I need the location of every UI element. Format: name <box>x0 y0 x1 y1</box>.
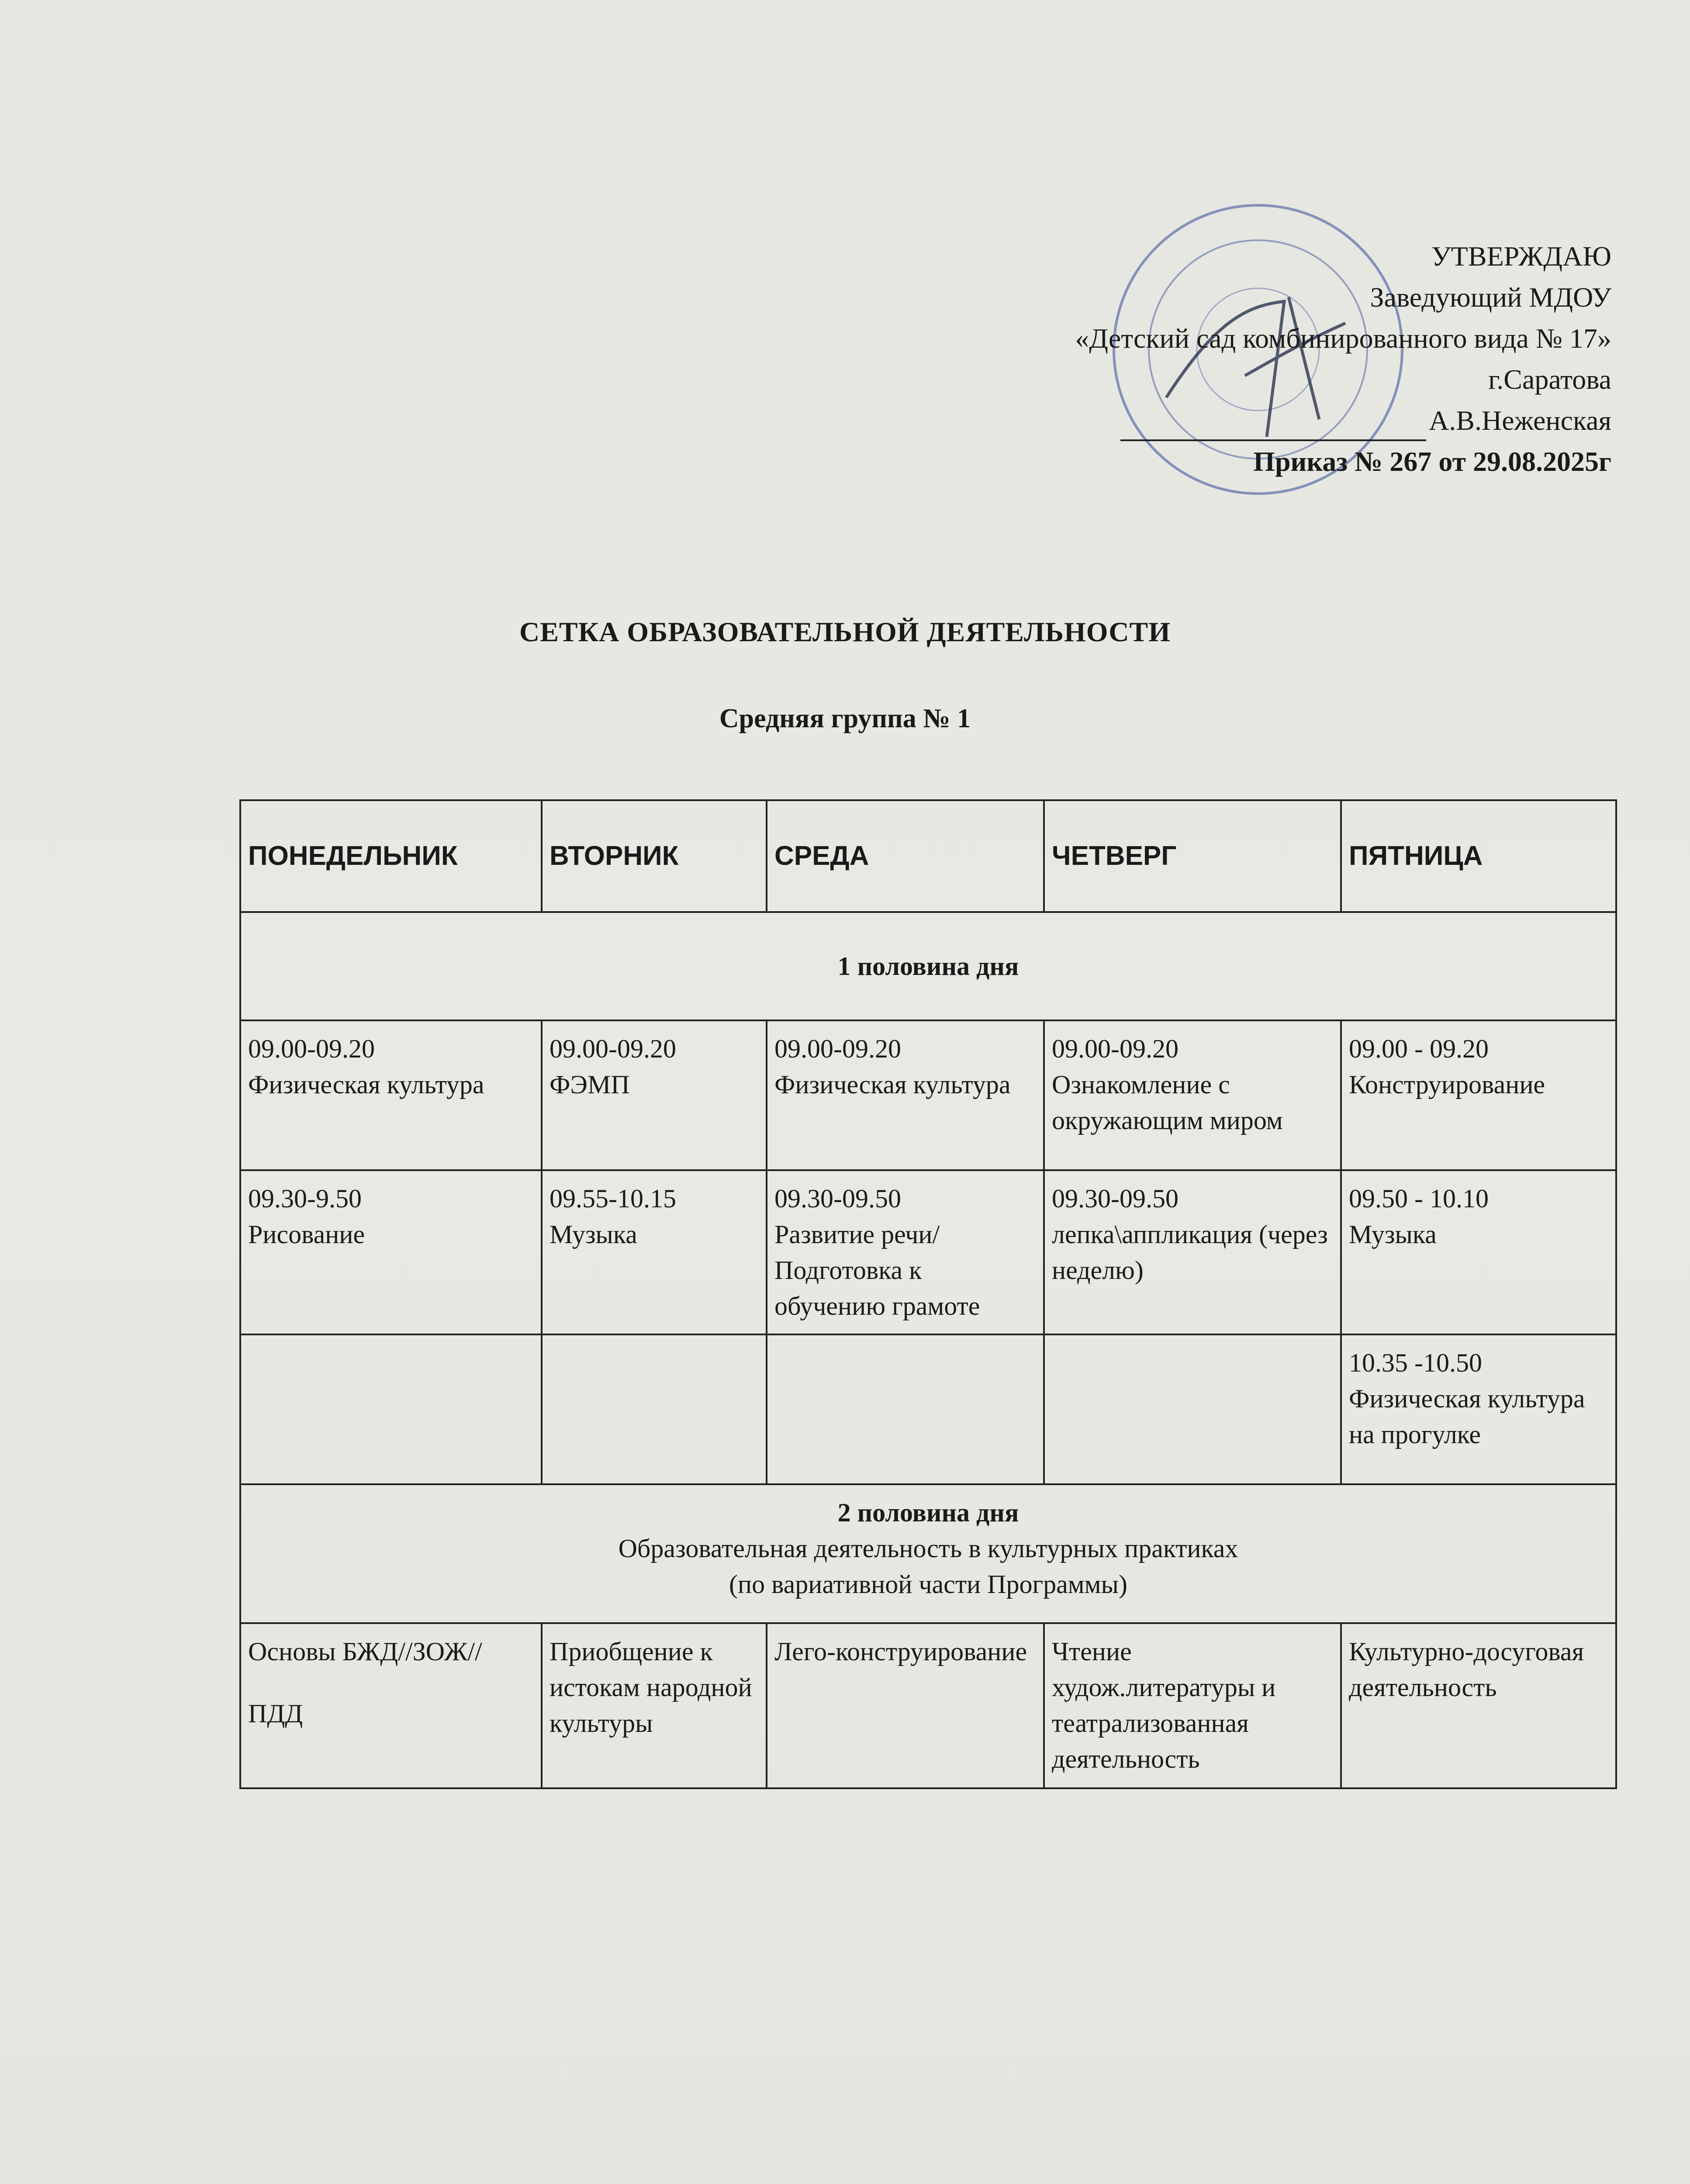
cell-subject: Культурно-досуговая деятельность <box>1349 1637 1584 1702</box>
table-cell <box>240 1170 542 1334</box>
cell-time: 09.30-09.50 <box>774 1184 901 1213</box>
cell-subject: Приобщение к истокам народной культуры <box>550 1637 752 1738</box>
approval-city: г.Саратова <box>1488 364 1611 395</box>
table-row <box>240 1334 1616 1484</box>
approval-block <box>912 236 1611 482</box>
cell-subject: Музыка <box>550 1220 637 1249</box>
cell-time: 09.00-09.20 <box>550 1034 676 1063</box>
cell-time: 09.30-09.50 <box>1052 1184 1179 1213</box>
table-row <box>240 1623 1616 1788</box>
table-cell-empty <box>767 1334 1044 1484</box>
cell-subject: Ознакомление с окружающим миром <box>1052 1070 1283 1135</box>
cell-time: 09.55-10.15 <box>550 1184 676 1213</box>
cell-subject: Чтение худож.литературы и театрализованная деятельность <box>1052 1637 1276 1773</box>
table-cell <box>1341 1334 1616 1484</box>
signature-line <box>1120 409 1426 441</box>
cell-time: 09.30-9.50 <box>248 1184 362 1213</box>
section-second-half-label: 2 половина дня <box>837 1498 1019 1527</box>
approval-head-name: А.В.Неженская <box>1429 405 1611 436</box>
cell-time: 09.00-09.20 <box>774 1034 901 1063</box>
table-cell <box>767 1623 1044 1788</box>
cell-subject: Рисование <box>248 1220 365 1249</box>
approval-signature-row <box>912 400 1611 441</box>
table-cell <box>1341 1170 1616 1334</box>
table-cell <box>1341 1020 1616 1170</box>
cell-time: 09.00 - 09.20 <box>1349 1034 1489 1063</box>
page-title: СЕТКА ОБРАЗОВАТЕЛЬНОЙ ДЕЯТЕЛЬНОСТИ <box>519 616 1171 647</box>
cell-subject: ФЭМП <box>550 1070 630 1099</box>
cell-subject: лепка\аппликация (через неделю) <box>1052 1220 1328 1285</box>
cell-time: 09.00-09.20 <box>248 1034 375 1063</box>
header-tuesday: ВТОРНИК <box>542 800 767 912</box>
approval-order: Приказ № 267 от 29.08.2025г <box>1253 446 1611 477</box>
section-second-half-note: (по вариативной части Программы) <box>729 1570 1127 1599</box>
table-cell <box>542 1623 767 1788</box>
table-cell <box>1044 1020 1341 1170</box>
cell-subject: Лего-конструирование <box>774 1637 1027 1666</box>
table-cell-empty <box>542 1334 767 1484</box>
cell-subject: Физическая культура на прогулке <box>1349 1384 1585 1449</box>
table-cell <box>1044 1623 1341 1788</box>
cell-subject: ПДД <box>248 1699 303 1728</box>
table-cell-empty <box>1044 1334 1341 1484</box>
table-cell <box>1341 1623 1616 1788</box>
cell-subject: Основы БЖД//ЗОЖ// <box>248 1637 482 1666</box>
table-cell <box>542 1170 767 1334</box>
section-first-half <box>240 912 1616 1020</box>
header-monday: ПОНЕДЕЛЬНИК <box>240 800 542 912</box>
cell-subject: Конструирование <box>1349 1070 1545 1099</box>
table-row <box>240 1020 1616 1170</box>
cell-time: 10.35 -10.50 <box>1349 1348 1482 1377</box>
cell-time: 09.50 - 10.10 <box>1349 1184 1489 1213</box>
table-cell <box>240 1020 542 1170</box>
table-cell <box>542 1020 767 1170</box>
table-row <box>240 1170 1616 1334</box>
cell-time: 09.00-09.20 <box>1052 1034 1179 1063</box>
header-thursday: ЧЕТВЕРГ <box>1044 800 1341 912</box>
section-second-half-description: Образовательная деятельность в культурных практиках <box>618 1534 1238 1563</box>
approval-heading: УТВЕРЖДАЮ <box>1431 241 1611 272</box>
header-wednesday: СРЕДА <box>767 800 1044 912</box>
header-row <box>240 800 1616 912</box>
cell-subject: Музыка <box>1349 1220 1437 1249</box>
cell-subject: Физическая культура <box>248 1070 484 1099</box>
table-cell <box>240 1623 542 1788</box>
section-second-half <box>240 1484 1616 1623</box>
section-second-half-cell <box>240 1484 1616 1623</box>
header-friday: ПЯТНИЦА <box>1341 800 1616 912</box>
cell-subject: Развитие речи/ Подготовка к обучению грамоте <box>774 1220 980 1320</box>
group-subtitle: Средняя группа № 1 <box>719 704 971 733</box>
schedule-table <box>239 799 1617 1789</box>
table-cell <box>767 1020 1044 1170</box>
approval-organization: «Детский сад комбинированного вида № 17» <box>1075 323 1611 354</box>
cell-subject: Физическая культура <box>774 1070 1011 1099</box>
section-first-half-label: 1 половина дня <box>240 912 1616 1020</box>
table-cell-empty <box>240 1334 542 1484</box>
table-cell <box>1044 1170 1341 1334</box>
approval-position: Заведующий МДОУ <box>1370 282 1611 313</box>
table-cell <box>767 1170 1044 1334</box>
